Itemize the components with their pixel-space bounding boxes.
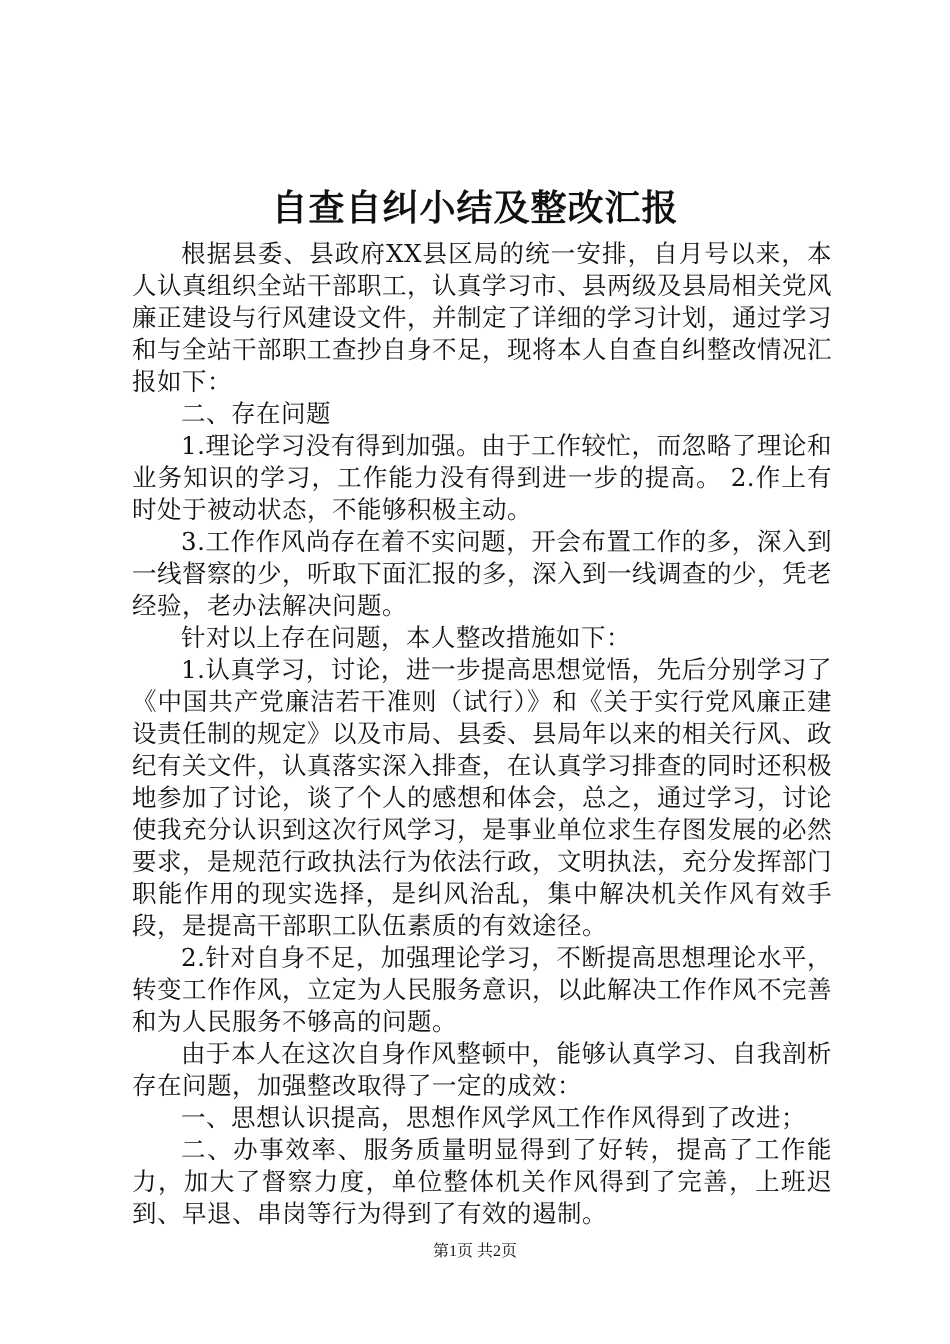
paragraph-measure-2: 2.针对自身不足，加强理论学习，不断提高思想理论水平，转变工作作风，立定为人民服务意识，以此解决工作作风不完善和为人民服务不够高的问题。 (132, 943, 832, 1036)
paragraph-heading-problems: 二、存在问题 (181, 399, 331, 428)
paragraph-result-2: 二、办事效率、服务质量明显得到了好转，提高了工作能力，加大了督察力度，单位整体机关作风得到了完善，上班迟到、早退、串岗等行为得到了有效的遏制。 (132, 1135, 832, 1228)
paragraph-result-1: 一、思想认识提高，思想作风学风工作作风得到了改进； (181, 1103, 806, 1132)
paragraph-measure-1: 1.认真学习，讨论，进一步提高思想觉悟，先后分别学习了《中国共产党廉洁若干准则（试行）》和《关于实行党风廉正建设责任制的规定》以及市局、县委、县局年以来的相关行风、政纪有关文件，认真落实深入排查，在认真学习排查的同时还积极地参加了讨论，谈了个人的感想和体会，总之，通过学习，讨论使我充分认识到这次行风学习，是事业单位求生存图发展的必然要求，是规范行政执法行为依法行政，文明执法，充分发挥部门职能作用的现实选择，是纠风治乱，集中解决机关作风有效手段，是提高干部职工队伍素质的有效途径。 (132, 655, 832, 940)
paragraph-problem-1-2: 1.理论学习没有得到加强。由于工作较忙，而忽略了理论和业务知识的学习，工作能力没有得到进一步的提高。 2.作上有时处于被动状态，不能够积极主动。 (132, 431, 832, 524)
document-title: 自查自纠小结及整改汇报 (271, 187, 679, 229)
paragraph-intro: 根据县委、县政府XX县区局的统一安排，自月号以来，本人认真组织全站干部职工，认真学习市、县两级及县局相关党风廉正建设与行风建设文件，并制定了详细的学习计划，通过学习和与全站干部职工查抄自身不足，现将本人自查自纠整改情况汇报如下： (132, 239, 832, 396)
paragraph-problem-3: 3.工作作风尚存在着不实问题，开会布置工作的多，深入到一线督察的少，听取下面汇报的多，深入到一线调查的少，凭老经验，老办法解决问题。 (132, 527, 832, 620)
document-body (132, 238, 832, 1230)
page-footer: 第1页 共2页 (432, 1243, 517, 1260)
paragraph-results-intro: 由于本人在这次自身作风整顿中，能够认真学习、自我剖析存在问题，加强整改取得了一定的成效： (132, 1039, 832, 1100)
paragraph-measures-intro: 针对以上存在问题，本人整改措施如下： (181, 623, 631, 652)
